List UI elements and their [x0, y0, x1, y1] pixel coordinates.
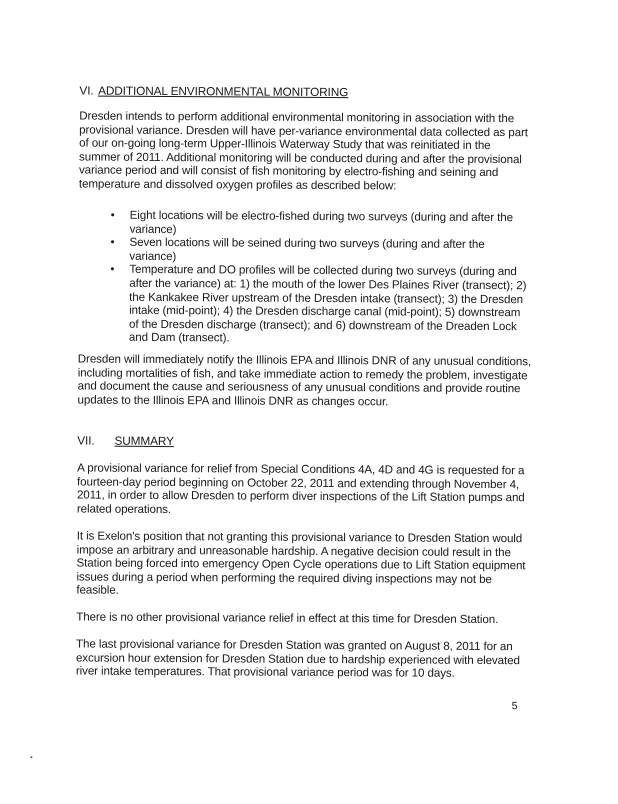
- section-7-number: VII.: [77, 433, 95, 448]
- section-7-heading: [77, 434, 174, 448]
- bullet-icon: •: [110, 263, 115, 277]
- page-number: 5: [511, 700, 518, 713]
- summary-paragraph-request: A provisional variance for relief from Special Conditions 4A, 4D and 4G is requested for a fourteen-day period beginning on October 22, 2011 and extending through November 4, 2011, in order to allow Dresden to perform diver inspections of the Lift Station pumps and related operations.: [76, 461, 525, 516]
- summary-paragraph-no-other-relief: There is no other provisional variance relief in effect at this time for Dresden Station.: [76, 610, 499, 627]
- section-6-title: ADDITIONAL ENVIRONMENTAL MONITORING: [98, 83, 349, 100]
- bullet-text: Seven locations will be seined during two surveys (during and after the variance): [129, 235, 485, 263]
- scan-speck: [30, 756, 32, 758]
- section-6-number: VI.: [79, 83, 94, 98]
- list-item: [110, 263, 530, 347]
- section-6-intro-paragraph: Dresden intends to perform additional environmental monitoring in association with the provisional variance. Dresden will have per-variance environmental data collected as part of our on-going long-term Upper-Illinois Waterway Study that was reinitiated in the summer of 2011. Additional monitoring will be conducted during and after the provisional variance period and will consist of fish monitoring by electro-fishing and seining and temperature and dissolved oxygen profiles as described below:: [78, 109, 528, 193]
- list-item: [110, 236, 530, 266]
- section-7-title: SUMMARY: [114, 433, 174, 449]
- summary-paragraph-last-variance: The last provisional variance for Dresden Station was granted on August 8, 2011 for an excursion hour extension for Dresden Station due to hardship experienced with elevated river intake temperatures. That provisional variance period was for 10 days.: [75, 637, 520, 680]
- bullet-text: Eight locations will be electro-fished during two surveys (during and after the variance): [129, 208, 514, 236]
- bullet-icon: •: [110, 208, 115, 222]
- summary-paragraph-hardship: It is Exelon's position that not granting this provisional variance to Dresden Station would impose an arbitrary and unreasonable hardship. A negative decision could result in the Station being forced into emergency Open Cycle operations due to Lift Station equipment issues during a period when performing the required diving inspections may not be feasible.: [76, 529, 526, 598]
- bullet-text: Temperature and DO profiles will be collected during two surveys (during and after the variance) at: 1) the mouth of the lower Des Plaines River (transect); 2) the Kankakee River upstream of the Dresden intake (transect); 3) the Dresden intake (mid-point); 4) the Dresden discharge canal (mid-point); 5) downstream of the Dresden discharge (transect); and 6) downstream of the Dreaden Lock and Dam (transect).: [128, 263, 527, 345]
- bullet-icon: •: [110, 235, 115, 249]
- monitoring-bullet-list: [110, 209, 531, 348]
- section-6-closing-paragraph: Dresden will immediately notify the Illinois EPA and Illinois DNR of any unusual conditions, including mortalities of fish, and take immediate action to remedy the problem, investigate and document the cause and seriousness of any unusual conditions and provide routine updates to the Illinois EPA and Illinois DNR as changes occur.: [77, 352, 532, 409]
- section-6-heading: [79, 84, 348, 99]
- list-item: [111, 209, 531, 239]
